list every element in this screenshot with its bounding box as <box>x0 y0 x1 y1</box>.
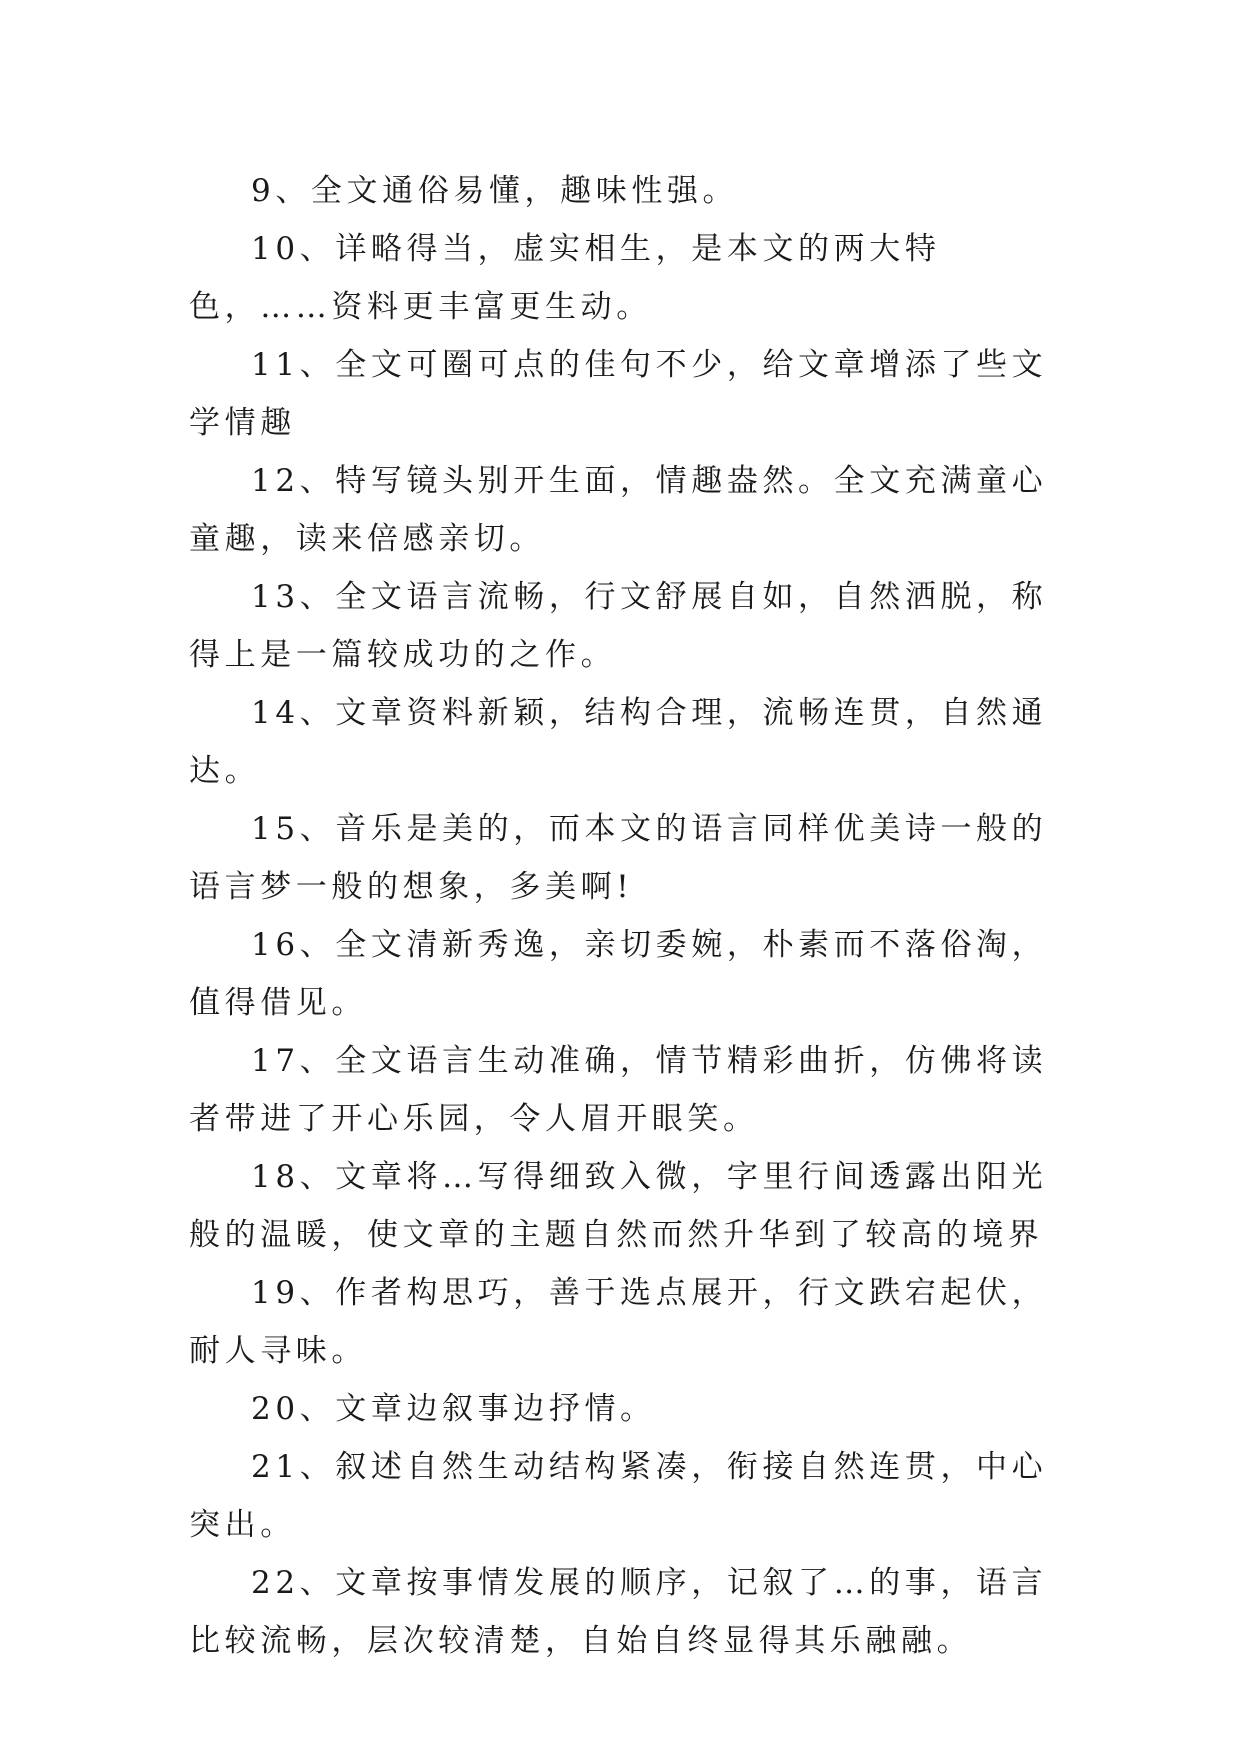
paragraph-14: 14、文章资料新颖，结构合理，流畅连贯，自然通达。 <box>189 695 1048 789</box>
paragraph-17: 17、全文语言生动准确，情节精彩曲折，仿佛将读者带进了开心乐园，令人眉开眼笑。 <box>189 1043 1048 1137</box>
paragraph-16: 16、全文清新秀逸，亲切委婉，朴素而不落俗淘，值得借见。 <box>189 927 1048 1021</box>
paragraph-13: 13、全文语言流畅，行文舒展自如，自然洒脱，称得上是一篇较成功的之作。 <box>189 579 1048 673</box>
paragraph-22: 22、文章按事情发展的顺序，记叙了…的事，语言比较流畅，层次较清楚，自始自终显得其乐融融。 <box>189 1565 1048 1659</box>
paragraph-15: 15、音乐是美的，而本文的语言同样优美诗一般的语言梦一般的想象，多美啊! <box>189 811 1048 905</box>
paragraph-12: 12、特写镜头别开生面，情趣盎然。全文充满童心童趣，读来倍感亲切。 <box>189 463 1048 557</box>
paragraph-21: 21、叙述自然生动结构紧凑，衔接自然连贯，中心突出。 <box>189 1449 1048 1543</box>
paragraph-9: 9、全文通俗易懂，趣味性强。 <box>251 173 739 209</box>
paragraph-10: 10、详略得当，虚实相生，是本文的两大特色，……资料更丰富更生动。 <box>189 231 941 325</box>
paragraph-18: 18、文章将…写得细致入微，字里行间透露出阳光般的温暖，使文章的主题自然而然升华到了较高的境界 <box>189 1159 1048 1253</box>
document-body <box>189 162 1069 1670</box>
paragraph-20: 20、文章边叙事边抒情。 <box>251 1391 656 1427</box>
paragraph-19: 19、作者构思巧，善于选点展开，行文跌宕起伏，耐人寻味。 <box>189 1275 1048 1369</box>
paragraph-11: 11、全文可圈可点的佳句不少，给文章增添了些文学情趣 <box>189 347 1048 441</box>
